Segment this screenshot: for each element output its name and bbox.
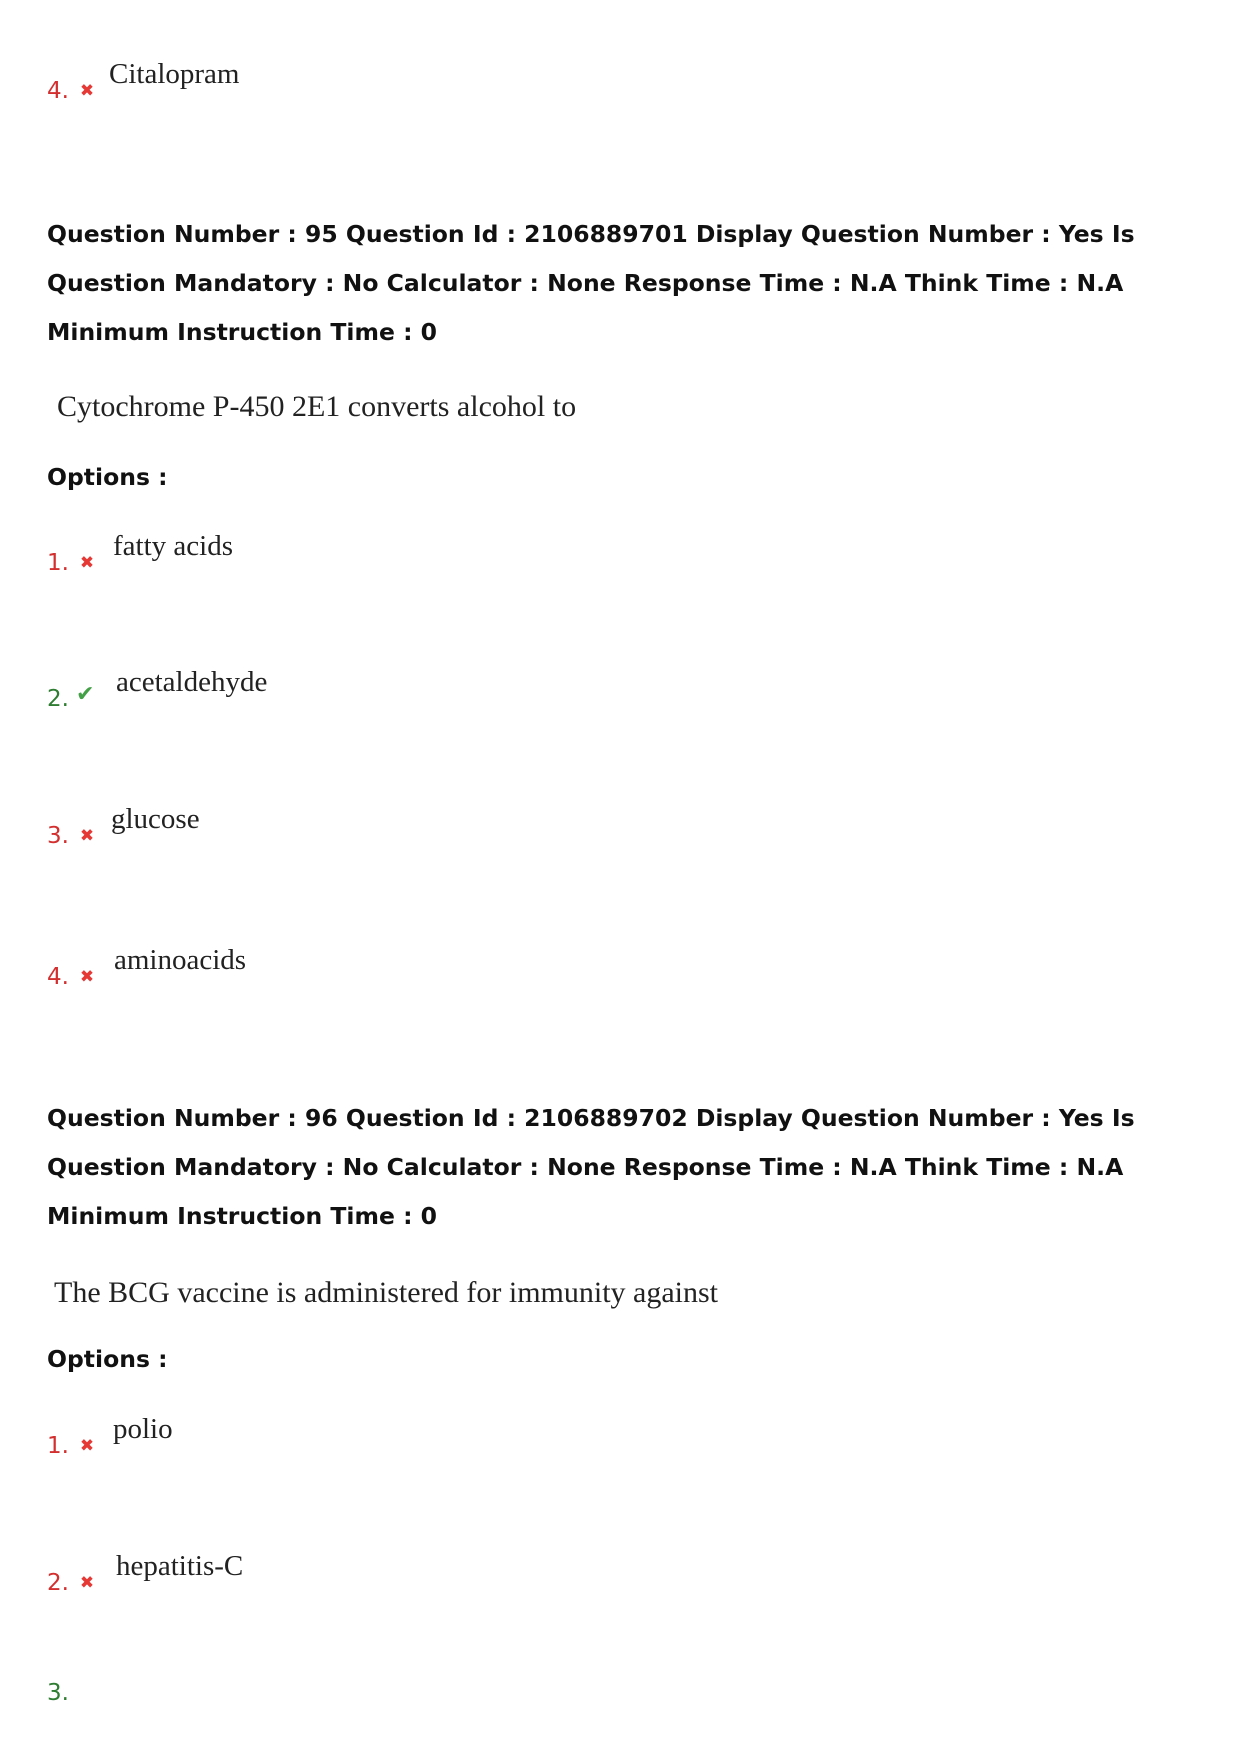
option-text: acetaldehyde <box>116 666 268 698</box>
option-text: polio <box>113 1413 173 1445</box>
cross-icon: ✖ <box>79 81 95 101</box>
option-number: 4. <box>47 964 69 990</box>
option-number: 2. <box>47 1570 69 1596</box>
question-text: Cytochrome P-450 2E1 converts alcohol to <box>57 390 577 423</box>
option-text: aminoacids <box>114 944 247 976</box>
cross-icon: ✖ <box>79 553 95 573</box>
options-label: Options : <box>47 1345 168 1373</box>
cross-icon: ✖ <box>79 1436 95 1456</box>
option-number: 1. <box>47 550 69 576</box>
option-text: glucose <box>111 803 200 835</box>
check-icon: ✔ <box>76 682 95 707</box>
cross-icon: ✖ <box>79 1573 95 1593</box>
option-number: 2. <box>47 686 69 712</box>
option-text: hepatitis-C <box>116 1550 244 1582</box>
option-number: 3. <box>47 823 69 849</box>
option-text: Citalopram <box>109 58 240 90</box>
question-meta: Question Number : 96 Question Id : 2106889702 Display Question Number : Yes Is Question Mandatory : No Calculator : None Response Time : N.A Think Time : N.A Minimum Instruction Time : 0 <box>47 1104 1135 1230</box>
cross-icon: ✖ <box>79 967 95 987</box>
option-number: 1. <box>47 1433 69 1459</box>
cross-icon: ✖ <box>79 826 95 846</box>
option-number: 4. <box>47 78 69 104</box>
options-label: Options : <box>47 463 168 491</box>
question-text: The BCG vaccine is administered for immunity against <box>54 1276 719 1309</box>
option-number: 3. <box>47 1680 69 1706</box>
option-text: fatty acids <box>113 530 233 562</box>
question-meta: Question Number : 95 Question Id : 2106889701 Display Question Number : Yes Is Question Mandatory : No Calculator : None Response Time : N.A Think Time : N.A Minimum Instruction Time : 0 <box>47 220 1135 346</box>
